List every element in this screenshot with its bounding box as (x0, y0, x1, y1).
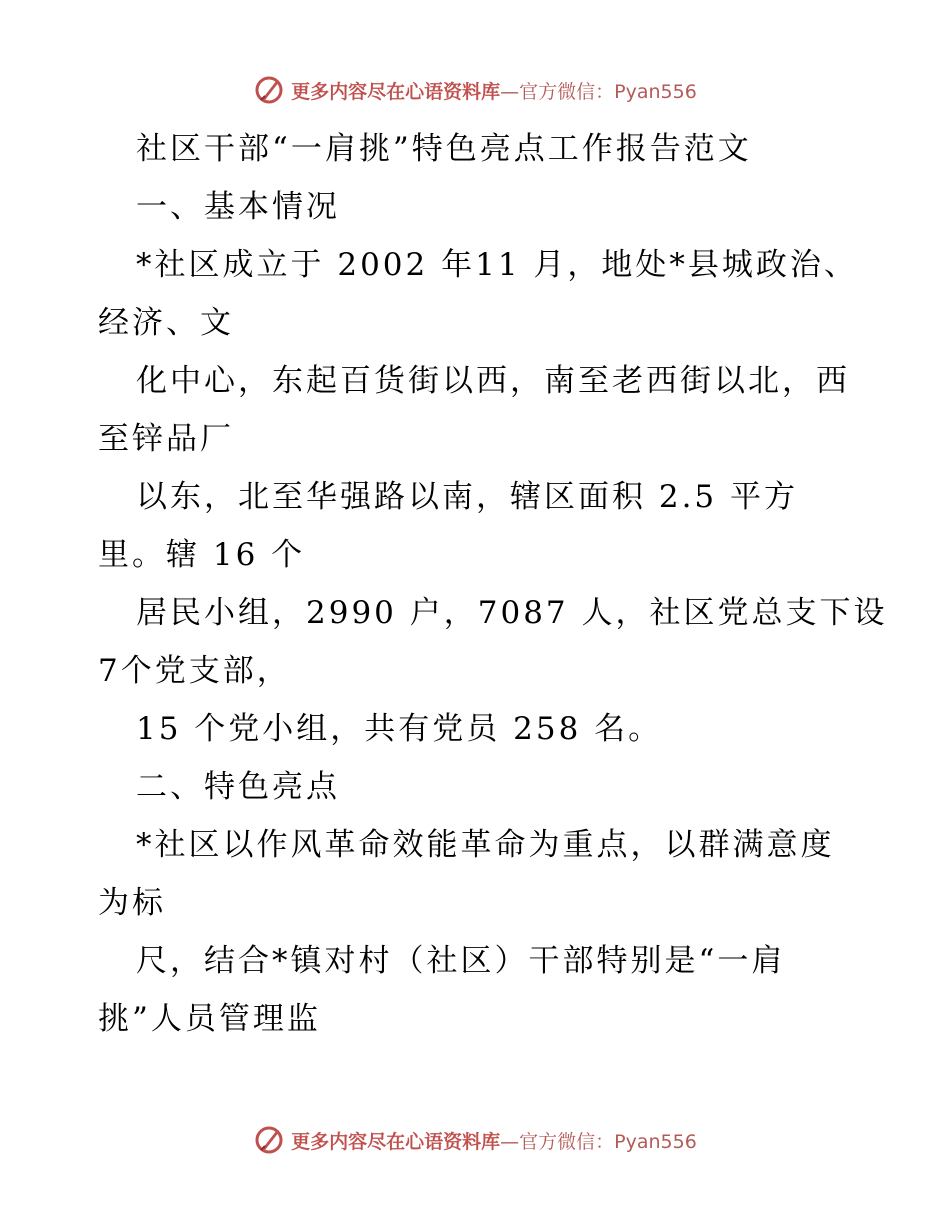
paragraph-line: 以东，北至华强路以南，辖区面积 2.5 平方 (136, 479, 799, 515)
document-title: 社区干部“一肩挑”特色亮点工作报告范文 (136, 131, 752, 167)
paragraph-line: 为标 (98, 885, 166, 921)
watermark-tail-text: —官方微信：Pyan556 (500, 1130, 697, 1153)
paragraph-line: 7个党支部， (98, 653, 291, 689)
paragraph-line: 尺，结合*镇对村（社区）干部特别是“一肩 (136, 943, 786, 979)
footer-watermark (0, 1120, 950, 1160)
watermark-lead-text: 更多内容尽在心语资料库 (291, 1130, 501, 1153)
paragraph-line: 经济、文 (98, 305, 234, 341)
paragraph-line: 居民小组，2990 户，7087 人，社区党总支下设 (136, 595, 888, 631)
quill-logo-icon (253, 1124, 285, 1156)
paragraph-line: 里。辖 16 个 (98, 537, 306, 573)
watermark-lead-text: 更多内容尽在心语资料库 (291, 80, 501, 103)
section-heading: 二、特色亮点 (136, 769, 340, 805)
paragraph-line: 15 个党小组，共有党员 258 名。 (136, 711, 663, 747)
paragraph-line: 化中心，东起百货街以西，南至老西街以北，西 (136, 363, 850, 399)
document-body (98, 120, 888, 1048)
header-watermark (0, 70, 950, 110)
paragraph-line: 至锌品厂 (98, 421, 234, 457)
quill-logo-icon (253, 74, 285, 106)
watermark-tail-text: —官方微信：Pyan556 (500, 80, 697, 103)
paragraph-line: *社区成立于 2002 年11 月，地处*县城政治、 (136, 247, 858, 283)
paragraph-line: 挑”人员管理监 (98, 1001, 321, 1037)
paragraph-line: *社区以作风革命效能革命为重点，以群满意度 (136, 827, 835, 863)
section-heading: 一、基本情况 (136, 189, 340, 225)
